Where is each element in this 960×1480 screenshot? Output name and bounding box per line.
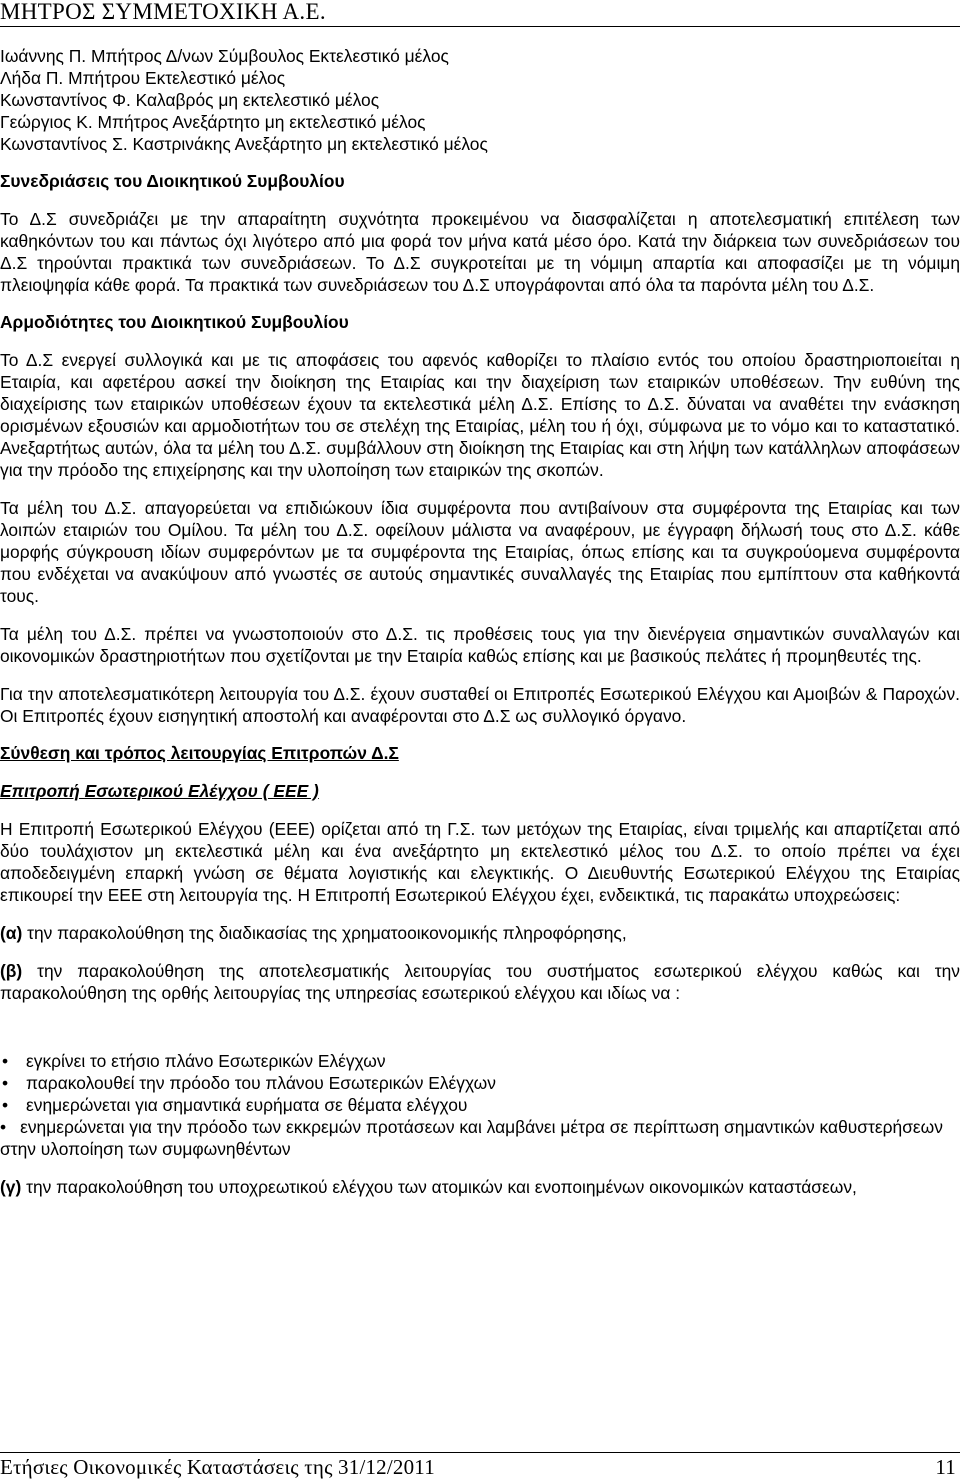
list-item [0, 1116, 960, 1160]
bullet-icon: • [2, 1095, 9, 1115]
item-a-label: (α) [0, 923, 23, 943]
item-c-label: (γ) [0, 1177, 22, 1197]
committees-paragraph: Για την αποτελεσματικότερη λειτουργία του Δ.Σ. έχουν συσταθεί οι Επιτροπές Εσωτερικού Ελέγχου και Αμοιβών & Παροχών. Οι Επιτροπές έχουν εισηγητική αποστολή και αναφέρονται στο Δ.Σ ως συλλογικό όργανο. [0, 684, 960, 726]
item-b-label: (β) [0, 961, 23, 981]
meetings-paragraph: Το Δ.Σ συνεδριάζει με την απαραίτητη συχνότητα προκειμένου να διασφαλίζεται η αποτελεσματική επιτέλεση των καθηκόντων του και πάντως όχι λιγότερο από μια φορά τον μήνα κατά μέσο όρο. Κατά την διάρκεια των συνεδριάσεων του Δ.Σ τηρούνται πρακτικά των συνεδριάσεων. Το Δ.Σ συγκροτείται με τη νόμιμη απαρτία και αποφασίζει με τη νόμιμη πλειοψηφία κάθε φορά. Τα πρακτικά των συνεδριάσεων του Δ.Σ υπογράφονται από όλα τα παρόντα μέλη του Δ.Σ. [0, 209, 960, 295]
bullet-icon: • [0, 1117, 7, 1137]
board-members-list [0, 45, 960, 155]
item-b [0, 960, 960, 1004]
item-c-text: την παρακολούθηση του υποχρεωτικού ελέγχου των ατομικών και ενοποιημένων οικονομικών καταστάσεων, [21, 1177, 857, 1197]
list-item [0, 1050, 960, 1072]
item-c [0, 1176, 960, 1198]
audit-duties-list [0, 1050, 960, 1160]
disclosure-paragraph: Τα μέλη του Δ.Σ. πρέπει να γνωστοποιούν στο Δ.Σ. τις προθέσεις τους για την διενέργεια σημαντικών συναλλαγών και οικονομικών δραστηριοτήτων που σχετίζονται με την Εταιρία καθώς επίσης και με βασικούς πελάτες ή προμηθευτές της. [0, 624, 960, 666]
list-item [0, 1094, 960, 1116]
list-item-text: παρακολουθεί την πρόοδο του πλάνου Εσωτερικών Ελέγχων [26, 1073, 496, 1093]
competences-heading: Αρμοδιότητες του Διοικητικού Συμβουλίου [0, 312, 349, 332]
header-divider [0, 26, 960, 27]
list-item [0, 1072, 960, 1094]
conflicts-paragraph: Τα μέλη του Δ.Σ. απαγορεύεται να επιδιώκουν ίδια συμφέροντα που αντιβαίνουν στα συμφέροντα της Εταιρίας και των λοιπών εταιριών του Ομίλου. Τα μέλη του Δ.Σ. οφείλουν μάλιστα να αναφέρουν, με έγγραφη δήλωσή τους στο Δ.Σ. κάθε μορφής σύγκρουση ιδίων συμφερόντων με τα συμφέροντα της Εταιρίας, όπως επίσης και τα συγκρούομενα συμφέροντα που ενδέχεται να ανακύψουν από γνωστές σε αυτούς σημαντικές συναλλαγές της Εταιρίας που εμπίπτουν στα καθήκοντά τους. [0, 498, 960, 606]
footer-title: Ετήσιες Οικονομικές Καταστάσεις της 31/12/2011 [0, 1455, 435, 1479]
list-item-text: εγκρίνει το ετήσιο πλάνο Εσωτερικών Ελέγχων [26, 1051, 386, 1071]
item-a-text: την παρακολούθηση της διαδικασίας της χρηματοοικονομικής πληροφόρησης, [22, 923, 627, 943]
board-member: Λήδα Π. Μπήτρου Εκτελεστικό μέλος [0, 68, 286, 88]
page-footer [0, 1455, 960, 1479]
composition-heading: Σύνθεση και τρόπος λειτουργίας Επιτροπών Δ.Σ [0, 743, 399, 763]
page-number: 11 [935, 1455, 956, 1479]
board-member: Ιωάννης Π. Μπήτρος Δ/νων Σύμβουλος Εκτελεστικό μέλος [0, 46, 449, 66]
item-a [0, 922, 960, 944]
board-member: Κωνσταντίνος Σ. Καστρινάκης Ανεξάρτητο μη εκτελεστικό μέλος [0, 134, 488, 154]
meetings-heading: Συνεδριάσεις του Διοικητικού Συμβουλίου [0, 171, 345, 191]
company-title: ΜΗΤΡΟΣ ΣΥΜΜΕΤΟΧΙΚΗ Α.Ε. [0, 0, 326, 24]
footer-divider [0, 1452, 960, 1453]
bullet-icon: • [2, 1073, 9, 1093]
audit-committee-heading: Επιτροπή Εσωτερικού Ελέγχου ( ΕΕΕ ) [0, 781, 319, 801]
page-header [0, 0, 960, 24]
list-item-text: ενημερώνεται για την πρόοδο των εκκρεμών προτάσεων και λαμβάνει μέτρα σε περίπτωση σημαντικών καθυστερήσεων στην υλοποίηση των συμφωνηθέντων [0, 1117, 943, 1159]
item-b-text: την παρακολούθηση της αποτελεσματικής λειτουργίας του συστήματος εσωτερικού ελέγχου καθώς και την παρακολούθηση της ορθής λειτουργίας της υπηρεσίας εσωτερικού ελέγχου και ιδίως να : [0, 961, 960, 1003]
board-member: Γεώργιος Κ. Μπήτρος Ανεξάρτητο μη εκτελεστικό μέλος [0, 112, 426, 132]
document-body [0, 45, 960, 1198]
competences-paragraph: Το Δ.Σ ενεργεί συλλογικά και με τις αποφάσεις του αφενός καθορίζει το πλαίσιο εντός του οποίου δραστηριοποιείται η Εταιρία, και αφετέρου ασκεί την διοίκηση της Εταιρίας και την διαχείριση των εταιρικών υποθέσεων. Την ευθύνη της διαχείρισης των εταιρικών υποθέσεων έχουν τα εκτελεστικά μέλη Δ.Σ. Επίσης το Δ.Σ. δύναται να αναθέτει την ενάσκηση ορισμένων εξουσιών και αρμοδιοτήτων του σε στελέχη της Εταιρίας, μέλη του ή όχι, σύμφωνα με το νόμο και το καταστατικό. Ανεξαρτήτως αυτών, όλα τα μέλη του Δ.Σ. συμβάλλουν στη διοίκηση της Εταιρίας και στη λήψη των κατάλληλων αποφάσεων για την πρόοδο της επιχείρησης και την υλοποίηση των εταιρικών της σκοπών. [0, 350, 960, 480]
bullet-icon: • [2, 1051, 9, 1071]
audit-committee-paragraph: Η Επιτροπή Εσωτερικού Ελέγχου (ΕΕΕ) ορίζεται από τη Γ.Σ. των μετόχων της Εταιρίας, είναι τριμελής και απαρτίζεται από δύο τουλάχιστον μη εκτελεστικά μέλη και ένα ανεξάρτητο μη εκτελεστικό μέλος του Δ.Σ. το οποίο πρέπει να έχει αποδεδειγμένη επαρκή γνώση σε θέματα λογιστικής και ελεγκτικής. Ο Διευθυντής Εσωτερικού Ελέγχου της Εταιρίας επικουρεί την ΕΕΕ στη λειτουργία της. Η Επιτροπή Εσωτερικού Ελέγχου έχει, ενδεικτικά, τις παρακάτω υποχρεώσεις: [0, 819, 960, 905]
board-member: Κωνσταντίνος Φ. Καλαβρός μη εκτελεστικό μέλος [0, 90, 380, 110]
list-item-text: ενημερώνεται για σημαντικά ευρήματα σε θέματα ελέγχου [26, 1095, 468, 1115]
